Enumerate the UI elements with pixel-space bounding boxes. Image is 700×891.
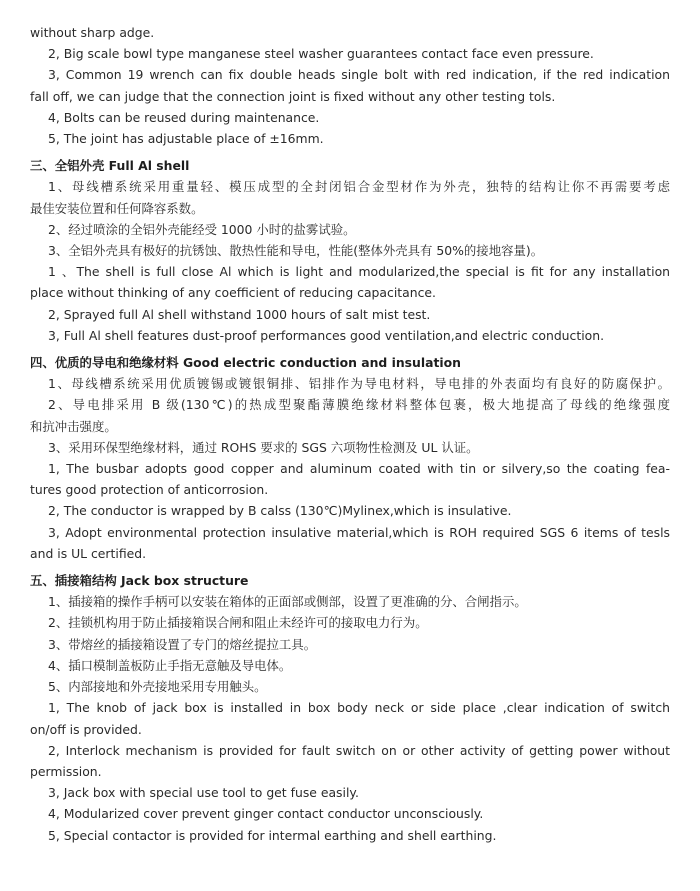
text-line: without sharp adge. (30, 25, 155, 40)
text-line: 5, Special contactor is provided for intermal earthing and shell earthing. (48, 827, 497, 843)
text-line: 4, Modularized cover prevent ginger contact conductor unconsciously. (48, 806, 484, 822)
text-line: 1、插接箱的操作手柄可以安装在箱体的正面部或侧部，设置了更准确的分、合闸指示。 (48, 594, 527, 610)
text-line: 和抗冲击强度。 (30, 418, 117, 434)
section-heading: 三、全铝外壳 Full Al shell (30, 158, 190, 174)
text-line: 1, The knob of jack box is installed in box body neck or side place ,clear indication of switch (48, 700, 670, 716)
text-line: and is UL certified. (30, 545, 147, 561)
text-line: 3, Common 19 wrench can fix double heads single bolt with red indication, if the red indication (48, 67, 670, 83)
text-line: 2, Big scale bowl type manganese steel washer guarantees contact face even pressure. (48, 46, 594, 62)
text-line: 3、全铝外壳具有极好的抗锈蚀、散热性能和导电，性能(整体外壳具有 50%的接地容量)。 (48, 243, 544, 259)
section (30, 352, 670, 564)
text-line: on/off is provided. (30, 721, 142, 737)
section-heading: 四、优质的导电和绝缘材料 Good electric conduction and insulation (30, 355, 461, 371)
text-line: 3, Full Al shell features dust-proof performances good ventilation,and electric conduction. (48, 327, 605, 343)
text-line: 1、母线槽系统采用重量轻、模压成型的全封闭铝合金型材作为外壳，独特的结构让你不再需要考虑 (48, 179, 670, 195)
text-line: tures good protection of anticorrosion. (30, 482, 269, 498)
text-line: 1, The busbar adopts good copper and aluminum coated with tin or silvery,so the coating fea- (48, 461, 670, 477)
text-line: fall off, we can judge that the connection joint is fixed without any other testing tols. (30, 88, 556, 104)
text-line: 2、经过喷涂的全铝外壳能经受 1000 小时的盐雾试验。 (48, 221, 356, 237)
section (30, 155, 670, 346)
text-line: 2、导电排采用 B 级(130℃)的热成型聚酯薄膜绝缘材料整体包裹，极大地提高了母线的绝缘强度 (48, 397, 670, 413)
text-line: 2, The conductor is wrapped by B calss (130℃)Mylinex,which is insulative. (48, 503, 512, 519)
text-line: place without thinking of any coefficient of reducing capacitance. (30, 285, 436, 301)
section (30, 570, 670, 846)
text-line: 3、采用环保型绝缘材料，通过 ROHS 要求的 SGS 六项物性检测及 UL 认证。 (48, 439, 479, 455)
section-heading: 五、插接箱结构 Jack box structure (30, 573, 249, 589)
sections-container (30, 155, 670, 846)
intro-section (30, 22, 670, 149)
text-line: 2, Interlock mechanism is provided for fault switch on or other activity of getting power without (48, 742, 670, 758)
text-line: 4, Bolts can be reused during maintenance. (48, 109, 320, 125)
text-line: 1 、The shell is full close Al which is light and modularized,the special is fit for any installation (48, 264, 670, 280)
text-line: 2、挂锁机构用于防止插接箱误合闸和阻止未经许可的接取电力行为。 (48, 615, 428, 631)
text-line: 3, Jack box with special use tool to get fuse easily. (48, 785, 359, 801)
text-line: 最佳安装位置和任何降容系数。 (30, 200, 204, 216)
text-line: permission. (30, 763, 102, 779)
text-line: 3、带熔丝的插接箱设置了专门的熔丝提拉工具。 (48, 636, 317, 652)
text-line: 2, Sprayed full Al shell withstand 1000 hours of salt mist test. (48, 306, 431, 322)
text-line: 5, The joint has adjustable place of ±16mm. (48, 131, 324, 147)
text-line: 4、插口模制盖板防止手指无意触及导电体。 (48, 657, 292, 673)
text-line: 1、母线槽系统采用优质镀锡或镀银铜排、铝排作为导电材料，导电排的外表面均有良好的防腐保护。 (48, 376, 670, 392)
text-line: 5、内部接地和外壳接地采用专用触头。 (48, 679, 267, 695)
text-line: 3, Adopt environmental protection insulative material,which is ROH required SGS 6 items of tesls (48, 524, 670, 540)
